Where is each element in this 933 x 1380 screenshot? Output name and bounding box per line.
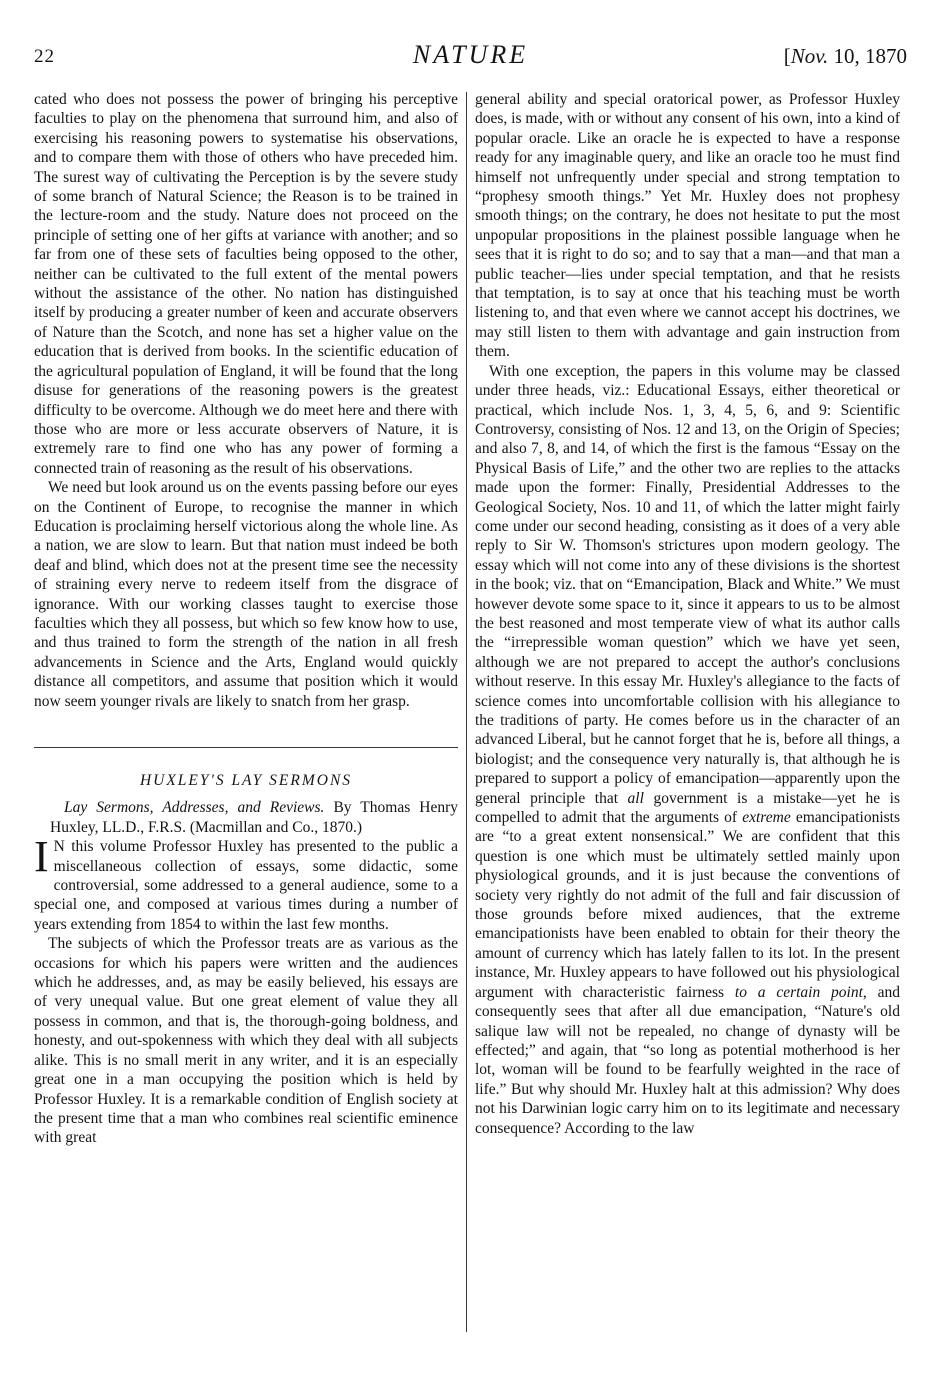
intro-paragraph bbox=[34, 832, 458, 934]
page-number: 22 bbox=[34, 46, 55, 67]
issue-date bbox=[784, 44, 907, 69]
continued-paragraph-right: general ability and special oratorical power, as Professor Huxley does, is made, with or without any consent of his own, into a kind of popular oracle. Like an oracle he is expected to have a response ready for any imaginable query, and like an oracle too he must find himself not unfrequently under special and strong temptation to “prophesy smooth things.” Yet Mr. Huxley does not prophesy smooth things; on the contrary, he does not hesitate to put the most unpopular propositions in the plainest possible language when he sees that it is right to do so; and to say that a man—and that man a public teacher—lies under special temptation, and that he resists that temptation, is to say at once that his teaching must be worth listening to, and that even where we cannot accept his doctrines, we may still listen to them with advantage and gain instruction from them. bbox=[475, 91, 900, 361]
journal-title: NATURE bbox=[412, 40, 529, 69]
left-column bbox=[34, 90, 458, 1148]
review-book-title: Lay Sermons, Addresses, and Reviews. bbox=[64, 799, 325, 817]
right-column bbox=[475, 90, 900, 1138]
review-reference bbox=[34, 798, 458, 837]
exception-text-1: With one exception, the papers in this volume may be classed under three heads, viz.: Educational Essays, either theoretical or practical, which include Nos. 1, 3, 4, 5, 6, and 9: Scientific Controversy, consisting of Nos. 12 and 13, on the Origin of Species; and also 7, 8, and 14, of which the first is the famous “Essay on the Physical Basis of Life,” and the other two are replies to the attacks made upon the former: Finally, Presidential Addresses to the Geological Society, Nos. 10 and 11, of which the latter might fairly come under our second heading, consisting as it does of a very able reply to Sir W. Thomson's strictures upon modern geology. The essay which will not come into any of these divisions is the shortest in the book; viz. that on “Emancipation, Black and White.” We must however devote some space to it, since it appears to us to be almost the best reasoned and most temperate view of what its author calls the “irrepressible woman question” which we have yet seen, although we are not prepared to accept the author's conclusions without reserve. In this essay Mr. Huxley's allegiance to the facts of science comes into uncomfortable collision with his allegiance to the traditions of party. He comes before us in the character of an advanced Liberal, but he cannot forget that he is, before all things, a biologist; and the consequence very naturally is, that although he is prepared to support a policy of emancipation—apparently upon the general principle that bbox=[475, 362, 900, 807]
section-separator bbox=[34, 711, 458, 771]
exception-text-2: government is a mistake—yet he is compelled to admit that the arguments of bbox=[475, 789, 900, 827]
intro-text: N this volume Professor Huxley has presented to the public a miscellaneous collection of essays, some didactic, some controversial, some addressed to a general audience, some to a special one, and composed at various times during a number of years extending from 1854 to within the last few months. bbox=[34, 838, 458, 933]
exception-paragraph bbox=[475, 362, 900, 1138]
separator-rule bbox=[34, 747, 458, 748]
review-book-details: By Thomas Henry Huxley, LL.D., F.R.S. (Macmillan and Co., 1870.) bbox=[50, 799, 458, 836]
subjects-paragraph: The subjects of which the Professor treats are as various as the occasions for which his papers were written and the audiences which he addresses, and, as may be easily believed, his essays are of very unequal value. But one great element of value they all possess in common, and that is, the thorough-going boldness, and honesty, and out-spokenness with which they deal with all subjects alike. This is no small merit in any writer, and it is an especially great one in a man occupying the position which is held by Professor Huxley. It is a remarkable condition of English society at the present time that a man who combines real scientific eminence with great bbox=[34, 935, 458, 1147]
date-month: Nov. bbox=[790, 44, 829, 68]
date-day-year: 10, 1870 bbox=[828, 44, 907, 68]
emphasis-extreme: extreme bbox=[742, 809, 791, 827]
emphasis-all: all bbox=[627, 789, 644, 807]
column-divider bbox=[466, 92, 467, 1332]
review-title: HUXLEY'S LAY SERMONS bbox=[139, 772, 353, 789]
continued-paragraph: cated who does not possess the power of bringing his perceptive faculties to play on the phenomena that surround him, and also of exercising his reasoning powers to systematise his observations, and to compare them with those of others who have preceded him. The surest way of cultivating the Perception is by the severe study of some branch of Natural Science; the Reason is to be trained in the lecture-room and the study. Nature does not proceed on the principle of setting one of her gifts at variance with another; and so far from one of these sets of faculties being opposed to the other, neither can be cultivated to the full extent of the mental powers without the assistance of the other. No nation has distinguished itself by producing a greater number of keen and accurate observers of Nature than the Scotch, and none has set a higher value on the education that is derived from books. In the scientific education of the agricultural population of England, it will be found that the long disuse for generations of the reasoning powers is the greatest difficulty to be overcome. Although we do meet here and there with those who are more or less accurate observers of Nature, it is extremely rare to find one who has any power of forming a connected train of reasoning as the result of his observations. bbox=[34, 91, 458, 477]
date-bracket: [ bbox=[783, 44, 791, 68]
europe-paragraph: We need but look around us on the events passing before our eyes on the Continent of Europe, to recognise the manner in which Education is proclaiming herself victorious along the whole line. As a nation, we are slow to learn. But that nation must indeed be both deaf and blind, which does not at the present time see the necessity of straining every nerve to redeem itself from the disgrace of ignorance. With our working classes taught to exercise those faculties which they all possess, but which so few know how to use, and thus trained to form the strength of the nation in all fresh advancements in Science and the Arts, England would quickly distance all competitors, and assume that position which it would now seem younger rivals are likely to snatch from her grasp. bbox=[34, 479, 458, 710]
emphasis-certain-point: to a certain point bbox=[734, 983, 863, 1001]
running-header bbox=[34, 40, 907, 76]
exception-text-4: , and consequently sees that after all due emancipation, “Nature's old salique law will not be repealed, no change of dynasty will be effected;” and again, that “so long as potential motherhood is her lot, woman will be found to be fearfully weighted in the race of life.” But why should Mr. Huxley halt at this admission? Why does not his Darwinian logic carry him on to its legitimate and necessary consequence? According to the law bbox=[475, 983, 900, 1137]
exception-text-3: emancipationists are “to a great extent nonsensical.” We are confident that this question is one which must be ultimately settled mainly upon physiological grounds, and it is just because the conventions of society very rightly do not admit of the full and fair discussion of those grounds before mixed audiences, that the extreme emancipationists have been enabled to obtain for their theory the amount of currency which has lately fallen to its lot. In the present instance, Mr. Huxley appears to have followed out his physiological argument with characteristic fairness bbox=[475, 809, 901, 1001]
drop-cap: I bbox=[34, 832, 49, 882]
